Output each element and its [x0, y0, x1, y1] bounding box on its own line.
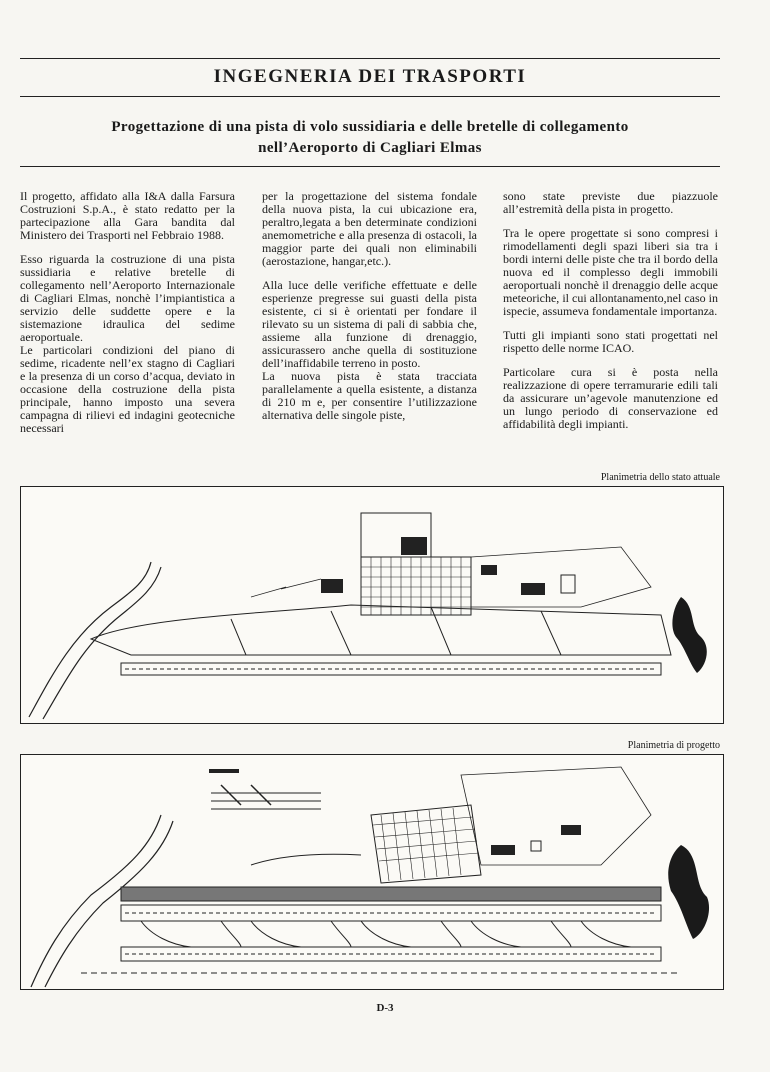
article-title — [20, 117, 720, 159]
body-column-3 — [503, 190, 718, 442]
figure-caption-current: Planimetria dello stato attuale — [600, 472, 720, 483]
body-column-2 — [262, 190, 477, 433]
top-rule — [20, 58, 720, 59]
site-plan-project — [20, 754, 724, 990]
site-plan-current-drawing — [21, 487, 723, 723]
paragraph: Tra le opere progettate si sono compresi i rimodellamenti degli spazi liberi sia tra i bordi interni delle piste che tra il bordo della nuova ed il complesso degli immobili aeroportuali nonchè il drenaggio delle acque meteoriche, il cui allontanamento,nel caso in ispecie, assumeva fondamentale importanza. — [503, 226, 718, 318]
article-title-line-2: nell’Aeroporto di Cagliari Elmas — [258, 140, 482, 156]
article-title-line-1: Progettazione di una pista di volo sussidiaria e delle bretelle di collegamento — [111, 119, 629, 135]
paragraph: Alla luce delle verifiche effettuate e delle esperienze pregresse sui guasti della pista esistente, ci si è orientati per fondare il rilevato su un sistema di pali di sabbia che, assieme alla funzione di drenaggio, assicurassero anche quella di sostituzione dell’inaffidabile terreno in posto. — [262, 278, 477, 370]
paragraph: Particolare cura si è posta nella realizzazione di opere terramurarie edili tali da assicurare un’agevole manutenzione ed un lungo periodo di conservazione ed affidabilità degli impianti. — [503, 365, 718, 431]
paragraph: Il progetto, affidato alla I&A dalla Farsura Costruzioni S.p.A., è stato redatto per la partecipazione alla Gara bandita dal Ministero dei Trasporti nel Febbraio 1988. — [20, 189, 235, 242]
site-plan-project-drawing — [21, 755, 723, 989]
title-rule — [20, 166, 720, 167]
section-title: INGEGNERIA DEI TRASPORTI — [213, 66, 527, 87]
paragraph: per la progettazione del sistema fondale della nuova pista, la cui ubicazione era, peraltro,legata a ben determinate condizioni anemometriche e alla presenza di ostacoli, la maggior parte dei quali non eliminabili (aerostazione, hangar,etc.). — [262, 189, 477, 268]
site-plan-current — [20, 486, 724, 724]
paragraph: sono state previste due piazzuole all’estremità della pista in progetto. — [503, 189, 718, 216]
figure-caption-project: Planimetria di progetto — [627, 740, 720, 751]
page-number: D-3 — [376, 1002, 394, 1014]
paragraph: Tutti gli impianti sono stati progettati nel rispetto delle norme ICAO. — [503, 328, 718, 355]
paragraph: Le particolari condizioni del piano di sedime, ricadente nell’ex stagno di Cagliari e la presenza di un corso d’acqua, deviato in occasione della costruzione della pista principale, hanno imposto una severa campagna di rilievi ed indagini geotecniche necessari — [20, 343, 235, 435]
paragraph: Esso riguarda la costruzione di una pista sussidiaria e relative bretelle di collegamento nell’Aeroporto Internazionale di Cagliari Elmas, nonchè l’impiantistica a servizio delle suddette opere e la sistemazione idraulica del sedime aeroportuale. — [20, 252, 235, 344]
section-rule — [20, 96, 720, 97]
paragraph: La nuova pista è stata tracciata parallelamente a quella esistente, a distanza di 210 m e, per consentire l’utilizzazione alternativa delle singole piste, — [262, 369, 477, 422]
body-column-1 — [20, 190, 235, 446]
